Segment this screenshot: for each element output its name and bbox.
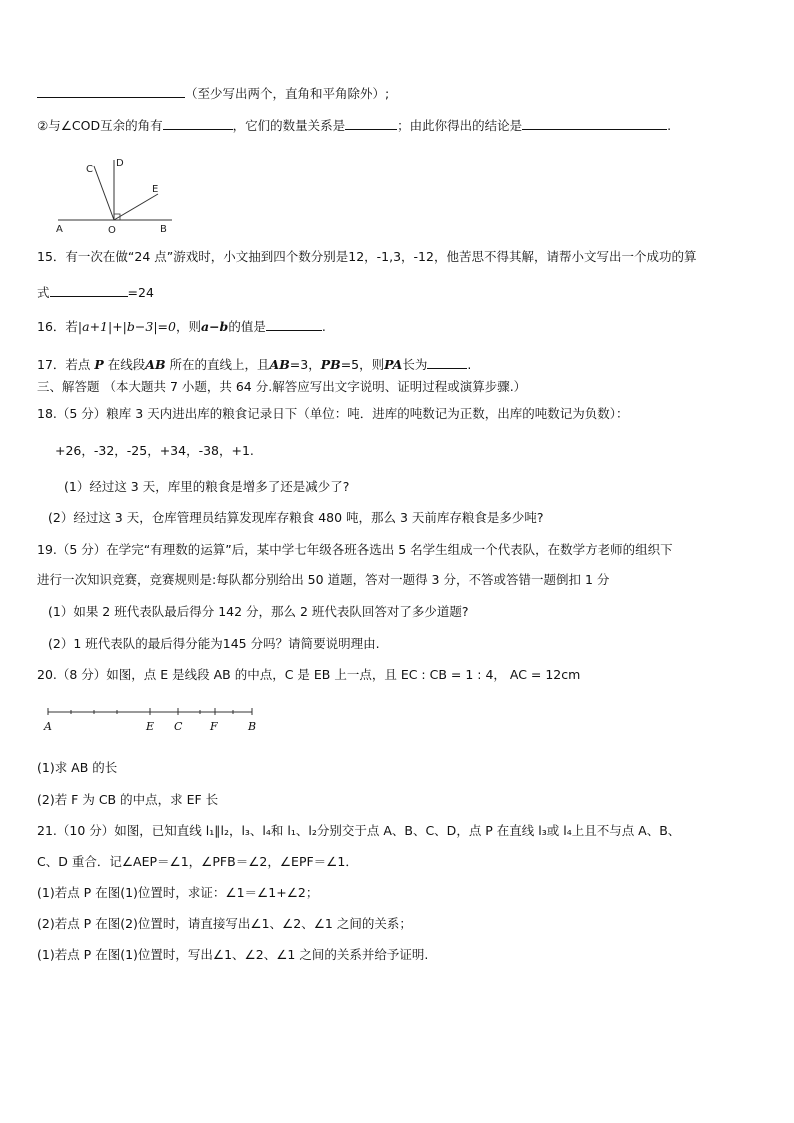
q17-var: AB (145, 357, 166, 372)
q14-text-c: ；由此你得出的结论是 (397, 118, 523, 133)
label-e: E (146, 720, 155, 733)
q16-line (37, 316, 326, 336)
q17-text: 所在的直线上，且 (165, 357, 270, 372)
q16-text-c: 的值是 (228, 319, 266, 334)
q15-text-a: 式 (37, 285, 50, 300)
q16-text-b: ，则 (175, 319, 201, 334)
label-a: A (44, 720, 52, 733)
ray-oc (94, 166, 114, 220)
q17-text-end: . (467, 357, 472, 372)
q16-text-end: . (321, 319, 326, 334)
q19-line1: 19.（5 分）在学完“有理数的运算”后，某中学七年级各班各选出 5 名学生组成一个代表队，在数学方老师的组织下 (37, 542, 673, 557)
q20-sub1: (1)求 AB 的长 (37, 760, 118, 775)
q14-text-a: ②与∠COD互余的角有 (37, 118, 163, 133)
q14-line1 (37, 83, 389, 103)
q19-sub2: (2）1 班代表队的最后得分能为145 分吗？请简要说明理由. (48, 636, 380, 651)
answer-blank[interactable] (345, 115, 397, 130)
q17-text: =3， (289, 357, 321, 372)
label-b: B (160, 224, 167, 234)
q19-sub1: (1）如果 2 班代表队最后得分 142 分，那么 2 班代表队回答对了多少道题? (48, 604, 469, 619)
q18-stem: 18.（5 分）粮库 3 天内进出库的粮食记录日下（单位：吨．进库的吨数记为正数，出库的吨数记为负数）： (37, 406, 629, 421)
ray-oe (114, 194, 158, 220)
q20-stem: 20.（8 分）如图，点 E 是线段 AB 的中点，C 是 EB 上一点，且 EC : CB = 1 : 4， AC = 12cm (37, 667, 581, 682)
q17-var: PA (384, 357, 403, 372)
q20-sub2: (2)若 F 为 CB 的中点，求 EF 长 (37, 792, 219, 807)
q21-sub3: (1)若点 P 在图(1)位置时，写出∠1、∠2、∠1 之间的关系并给予证明. (37, 947, 429, 962)
answer-blank[interactable] (266, 316, 322, 331)
q21-line1: 21.（10 分）如图，已知直线 l₁∥l₂，l₃、l₄和 l₁、l₂分别交于点 A、B、C、D，点 P 在直线 l₃或 l₄上且不与点 A、B、 (37, 823, 681, 838)
q14-text-end: . (667, 118, 672, 133)
label-a: A (56, 224, 63, 234)
label-d: D (116, 158, 124, 169)
q15-line2 (37, 282, 154, 302)
q21-sub1: (1)若点 P 在图(1)位置时，求证：∠1＝∠1+∠2； (37, 885, 319, 900)
q17-var: PB (320, 357, 341, 372)
segment-figure (40, 702, 270, 734)
angle-figure (50, 152, 180, 234)
q15-line1: 15．有一次在做“24 点”游戏时，小文抽到四个数分别是12，-1,3，-12，他苦思不得其解，请帮小文写出一个成功的算 (37, 249, 697, 264)
q17-text: 在线段 (103, 357, 146, 372)
label-e: E (152, 184, 159, 195)
answer-blank[interactable] (522, 115, 667, 130)
q17-var: P (94, 357, 104, 372)
q16-expression: |a+1|+|b−3|=0 (77, 319, 176, 334)
q16-text-a: 16．若 (37, 319, 78, 334)
q18-data: +26，-32，-25，+34，-38，+1. (55, 443, 254, 458)
q17-text: =5，则 (340, 357, 385, 372)
answer-blank[interactable] (163, 115, 233, 130)
q19-line2: 进行一次知识竞赛，竞赛规则是:每队都分别给出 50 道题，答对一题得 3 分，不答或答错一题倒扣 1 分 (37, 572, 610, 587)
q15-text-b: =24 (127, 285, 154, 300)
q17-var: AB (269, 357, 290, 372)
q21-line2: C、D 重合．记∠AEP＝∠1，∠PFB＝∠2，∠EPF＝∠1． (37, 854, 358, 869)
answer-blank[interactable] (50, 282, 128, 297)
section-heading: 三、解答题 （本大题共 7 小题，共 64 分.解答应写出文字说明、证明过程或演算步骤.） (37, 379, 527, 394)
q17-line (37, 354, 471, 374)
q18-sub2: (2）经过这 3 天，仓库管理员结算发现库存粮食 480 吨，那么 3 天前库存粮食是多少吨? (48, 510, 544, 525)
q21-sub2: (2)若点 P 在图(2)位置时，请直接写出∠1、∠2、∠1 之间的关系； (37, 916, 412, 931)
label-f: F (210, 720, 218, 733)
answer-blank[interactable] (37, 83, 185, 98)
q16-expression2: a−b (200, 319, 229, 334)
label-c: C (174, 720, 183, 733)
q14-text-b: ，它们的数量关系是 (232, 118, 346, 133)
label-b: B (248, 720, 257, 733)
q14-hint-text: （至少写出两个，直角和平角除外）; (185, 86, 390, 101)
q18-sub1: (1）经过这 3 天，库里的粮食是增多了还是减少了? (64, 479, 350, 494)
q17-text: 17．若点 (37, 357, 95, 372)
q17-text: 长为 (402, 357, 428, 372)
label-o: O (108, 225, 116, 234)
label-c: C (86, 164, 93, 175)
answer-blank[interactable] (427, 354, 467, 369)
q14-line2 (37, 115, 671, 135)
